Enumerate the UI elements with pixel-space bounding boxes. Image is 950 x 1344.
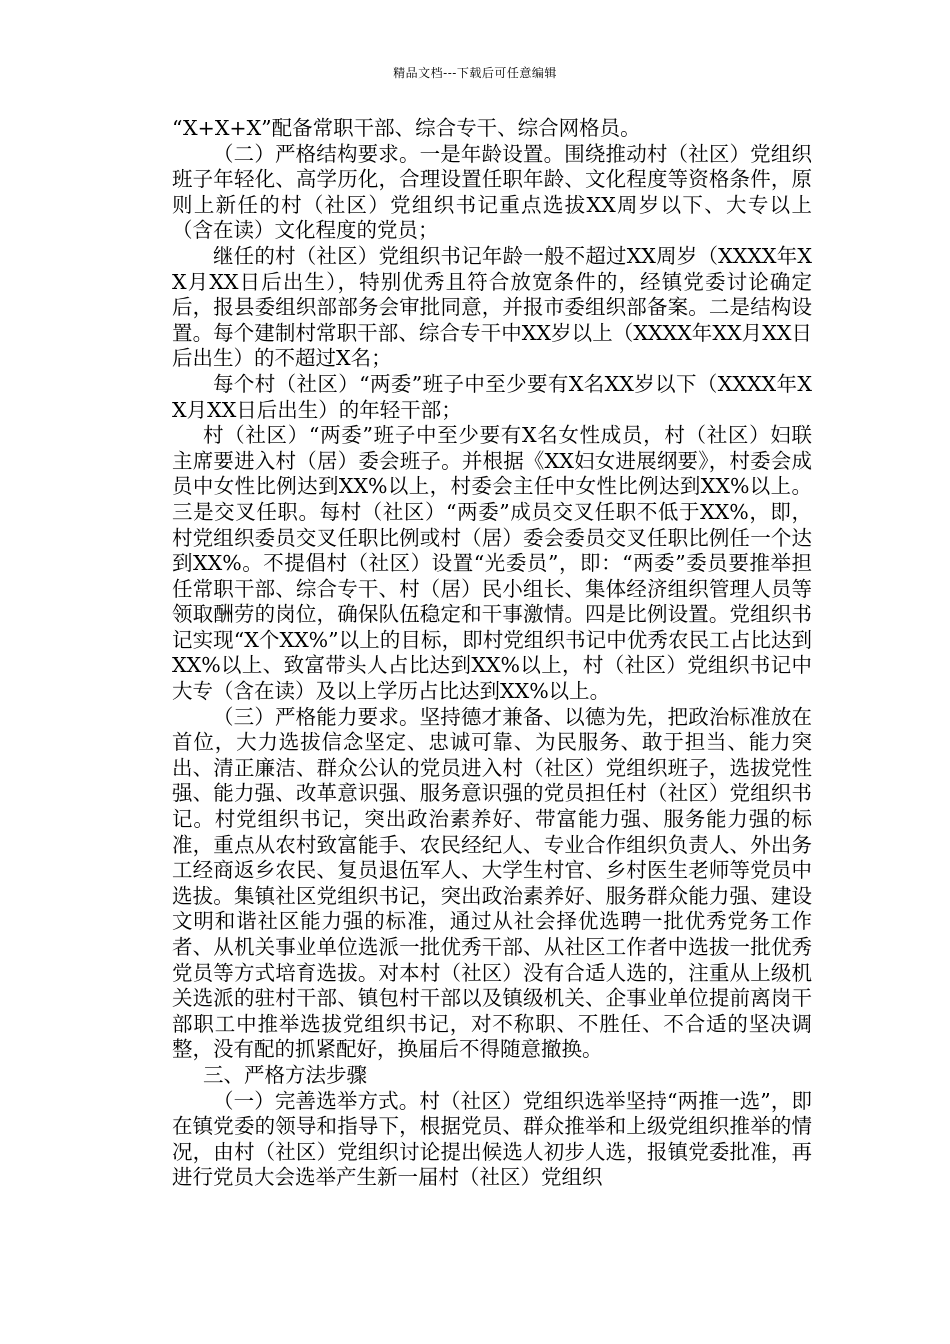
paragraph-7: （一）完善选举方式。村（社区）党组织选举坚持“两推一选”，即在镇党委的领导和指导下，根据党员、群众推举和上级党组织推举的情况，由村（社区）党组织讨论提出候选人初步人选，报镇党委批准，再进行党员大会选举产生新一届村（社区）党组织 xyxy=(172,1088,812,1190)
paragraph-1: “X+X+X”配备常职干部、综合专干、综合网格员。 xyxy=(172,116,641,140)
section-heading: 三、严格方法步骤 xyxy=(203,1062,367,1087)
page-header: 精品文档---下载后可任意编辑 xyxy=(393,66,557,80)
document-body xyxy=(172,116,812,1191)
paragraph-5: 村（社区）“两委”班子中至少要有X名女性成员，村（社区）妇联主席要进入村（居）委会班子。并根据《XX妇女进展纲要》，村委会成员中女性比例达到XX%以上，村委会主任中女性比例达到XX%以上。三是交叉任职。每村（社区）“两委”成员交叉任职不低于XX%，即，村党组织委员交叉任职比例或村（居）委会委员交叉任职比例任一个达到XX%。不提倡村（社区）设置“光委员”，即：“两委”委员要推举担任常职干部、综合专干、村（居）民小组长、集体经济组织管理人员等领取酬劳的岗位，确保队伍稳定和干事激情。四是比例设置。党组织书记实现“X个XX%”以上的目标，即村党组织书记中优秀农民工占比达到XX%以上、致富带头人占比达到XX%以上，村（社区）党组织书记中大专（含在读）及以上学历占比达到XX%以上。 xyxy=(172,423,812,704)
paragraph-2: （二）严格结构要求。一是年龄设置。围绕推动村（社区）党组织班子年轻化、高学历化，合理设置任职年龄、文化程度等资格条件，原则上新任的村（社区）党组织书记重点选拔XX周岁以下、大专以上（含在读）文化程度的党员； xyxy=(172,141,812,243)
paragraph-4: 每个村（社区）“两委”班子中至少要有X名XX岁以下（XXXX年XX月XX日后出生）的年轻干部； xyxy=(172,371,812,422)
paragraph-6: （三）严格能力要求。坚持德才兼备、以德为先，把政治标准放在首位，大力选拔信念坚定、忠诚可靠、为民服务、敢于担当、能力突出、清正廉洁、群众公认的党员进入村（社区）党组织班子，选拔党性强、能力强、改革意识强、服务意识强的党员担任村（社区）党组织书记。村党组织书记，突出政治素养好、带富能力强、服务能力强的标准，重点从农村致富能手、农民经纪人、专业合作组织负责人、外出务工经商返乡农民、复员退伍军人、大学生村官、乡村医生老师等党员中选拔。集镇社区党组织书记，突出政治素养好、服务群众能力强、建设文明和谐社区能力强的标准，通过从社会择优选聘一批优秀党务工作者、从机关事业单位选派一批优秀干部、从社区工作者中选拔一批优秀党员等方式培育选拔。对本村（社区）没有合适人选的，注重从上级机关选派的驻村干部、镇包村干部以及镇级机关、企事业单位提前离岗干部职工中推举选拔党组织书记，对不称职、不胜任、不合适的坚决调整，没有配的抓紧配好，换届后不得随意撤换。 xyxy=(172,704,812,1062)
paragraph-3: 继任的村（社区）党组织书记年龄一般不超过XX周岁（XXXX年XX月XX日后出生），特别优秀且符合放宽条件的，经镇党委讨论确定后，报县委组织部部务会审批同意，并报市委组织部备案。二是结构设置。每个建制村常职干部、综合专干中XX岁以上（XXXX年XX月XX日后出生）的不超过X名； xyxy=(172,243,812,371)
